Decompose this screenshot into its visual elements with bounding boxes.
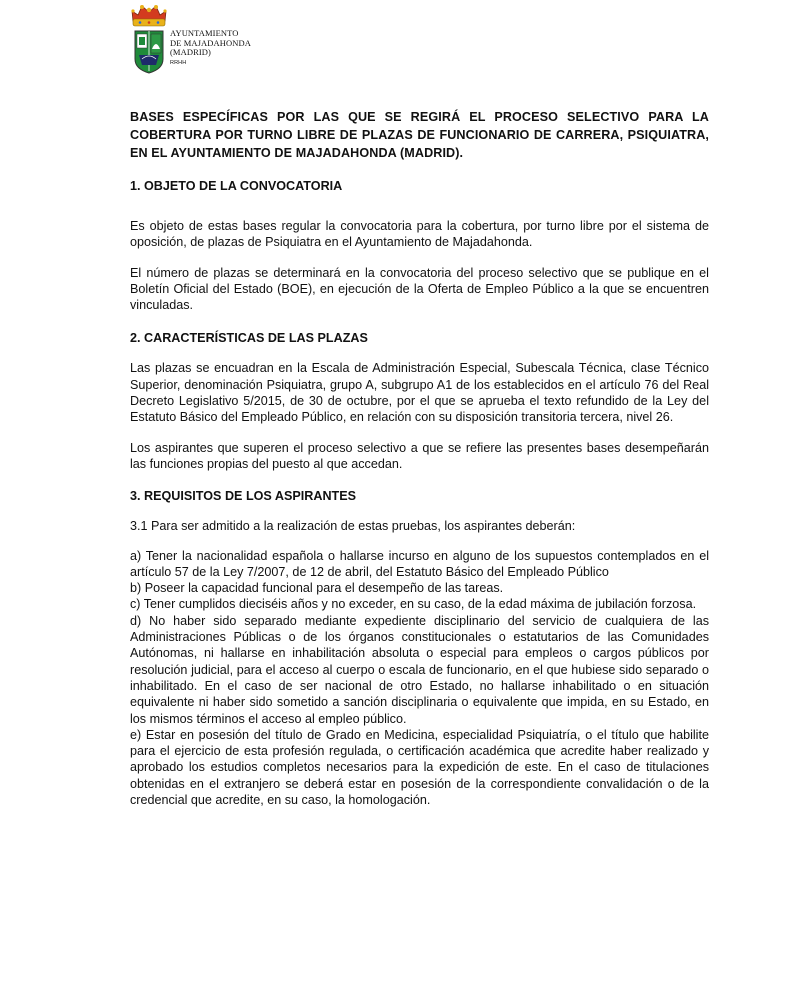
section-heading-objeto: 1. OBJETO DE LA CONVOCATORIA — [130, 179, 343, 193]
paragraph: Las plazas se encuadran en la Escala de Administración Especial, Subescala Técnica, clase Técnico Superior, denominación Psiquiatra, grupo A, subgrupo A1 de los establecidos en el artículo 76 del Real Decreto Legislativo 5/2015, de 30 de octubre, por el que se aprueba el texto refundido de la Ley del Estatuto Básico del Empleado Público, en relación con su disposición transitoria tercera, nivel 26. — [130, 361, 709, 425]
department-label: RRHH — [170, 59, 187, 66]
coat-of-arms-icon — [130, 3, 168, 75]
document-body — [130, 108, 709, 808]
paragraph: El número de plazas se determinará en la convocatoria del proceso selectivo que se publique en el Boletín Oficial del Estado (BOE), en ejecución de la Oferta de Empleo Público a la que se encuentren vinculadas. — [130, 265, 709, 313]
list-item: b) Poseer la capacidad funcional para el desempeño de las tareas. — [130, 581, 504, 596]
paragraph: Los aspirantes que superen el proceso selectivo a que se refiere las presentes bases desempeñarán las funciones propias del puesto al que accedan. — [130, 440, 709, 471]
letterhead — [130, 3, 330, 75]
list-item: c) Tener cumplidos dieciséis años y no exceder, en su caso, de la edad máxima de jubilación forzosa. — [130, 597, 697, 612]
org-line: AYUNTAMIENTO — [170, 28, 239, 38]
section-heading-caracteristicas: 2. CARACTERÍSTICAS DE LAS PLAZAS — [130, 331, 368, 346]
list-item: e) Estar en posesión del título de Grado en Medicina, especialidad Psiquiatría, o el título que habilite para el ejercicio de esta profesión regulada, o certificación académica que acredite haber realizado y aprobado los estudios completos necesarios para la expedición de este. En el caso de titulaciones obtenidas en el extranjero se deberá estar en posesión de la correspondiente convalidación o de la credencial que acredite, en su caso, la homologación. — [130, 727, 709, 808]
org-line: (MADRID) — [170, 47, 211, 57]
paragraph: 3.1 Para ser admitido a la realización de estas pruebas, los aspirantes deberán: — [130, 519, 576, 534]
section-heading-requisitos: 3. REQUISITOS DE LOS ASPIRANTES — [130, 489, 357, 504]
document-title: BASES ESPECÍFICAS POR LAS QUE SE REGIRÁ EL PROCESO SELECTIVO PARA LA COBERTURA POR TURNO LIBRE DE PLAZAS DE FUNCIONARIO DE CARRERA, PSIQUIATRA, EN EL AYUNTAMIENTO DE MAJADAHONDA (MADRID). — [130, 110, 709, 160]
list-item: a) Tener la nacionalidad española o hallarse incurso en alguno de los supuestos contemplados en el artículo 57 de la Ley 7/2007, de 12 de abril, del Estatuto Básico del Empleado Público — [130, 548, 709, 579]
organization-name — [170, 29, 251, 68]
org-line: DE MAJADAHONDA — [170, 37, 251, 48]
list-item: d) No haber sido separado mediante expediente disciplinario del servicio de cualquiera de las Administraciones Públicas o de los órganos constitucionales o estatutarios de las Comunidades Autónomas, ni hallarse en inhabilitación absoluta o especial para empleos o cargos públicos por resolución judicial, para el acceso al cuerpo o escala de funcionario, en el que hubiese sido separado o inhabilitado. En el caso de ser nacional de otro Estado, no hallarse inhabilitado o en situación equivalente ni haber sido sometido a sanción disciplinaria o equivalente que impida, en su Estado, en los mismos términos el acceso al empleo público. — [130, 613, 709, 726]
paragraph: Es objeto de estas bases regular la convocatoria para la cobertura, por turno libre por el sistema de oposición, de plazas de Psiquiatra en el Ayuntamiento de Majadahonda. — [130, 219, 709, 250]
